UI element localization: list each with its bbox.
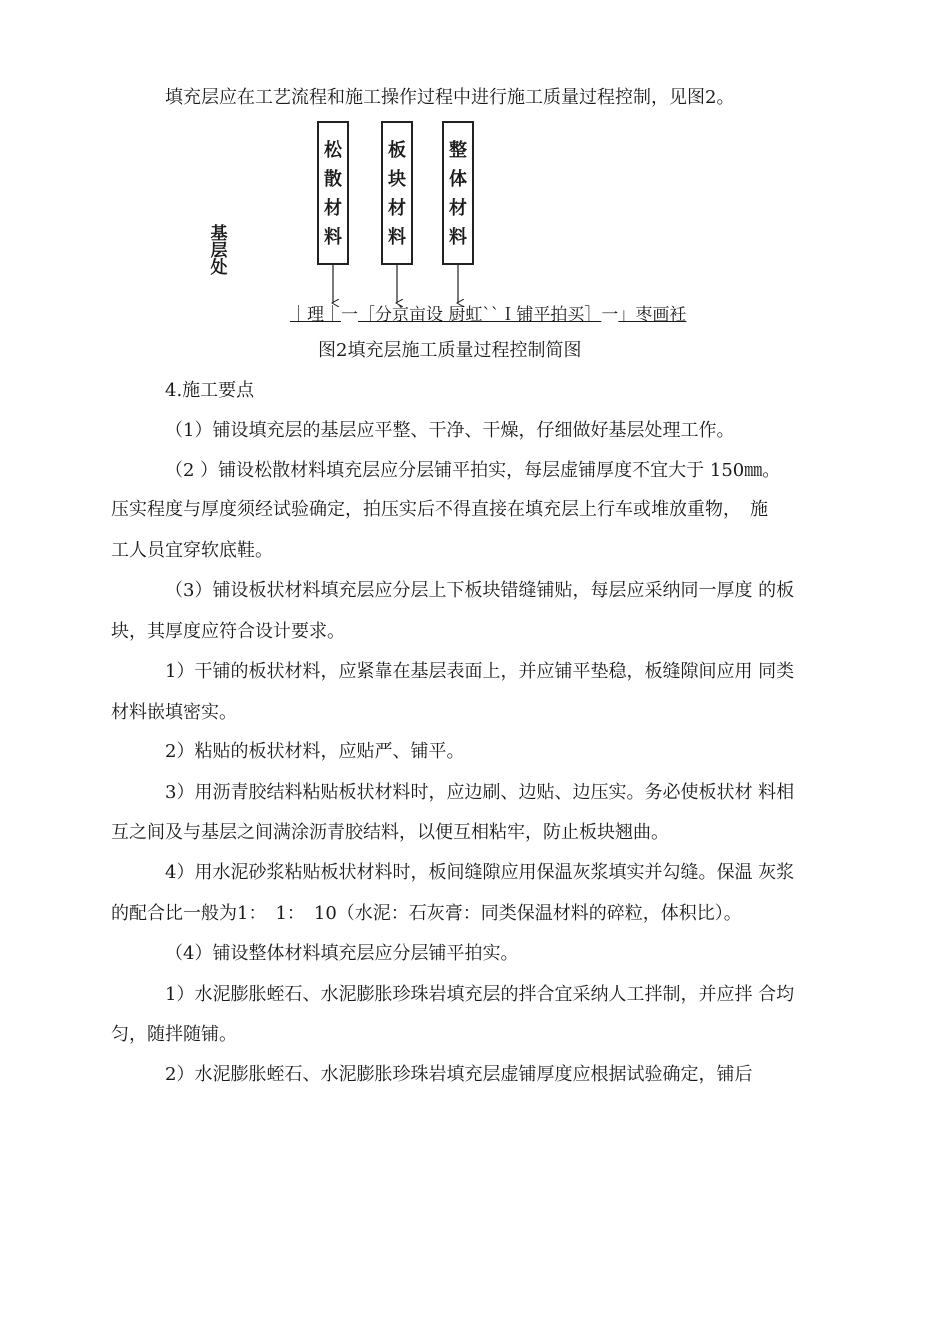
- box-label-monolithic: 整体材料: [449, 140, 467, 248]
- side-label-base-layer: 基层处: [210, 224, 228, 278]
- paragraph-line: 工人员宜穿软底鞋。: [111, 540, 273, 561]
- flow-step-1: ｜理｜: [290, 305, 341, 325]
- intro-paragraph: 填充层应在工艺流程和施工操作过程中进行施工质量过程控制，见图2。: [165, 87, 735, 108]
- paragraph-line: 3）用沥青胶结料粘贴板状材料时，应边刷、边贴、边压实。务必使板状材 料相: [165, 782, 795, 803]
- paragraph-line: （1）铺设填充层的基层应平整、干净、干燥，仔细做好基层处理工作。: [165, 420, 735, 441]
- paragraph-line: 匀，随拌随铺。: [111, 1024, 237, 1045]
- flow-dash-1: 一: [341, 305, 358, 325]
- paragraph-line: （2 ）铺设松散材料填充层应分层铺平拍实，每层虚铺厚度不宜大于 150㎜。: [165, 460, 781, 481]
- paragraph-line: （4）铺设整体材料填充层应分层铺平拍实。: [165, 943, 519, 964]
- figure-2-diagram: [0, 0, 950, 340]
- paragraph-line: 2）水泥膨胀蛭石、水泥膨胀珍珠岩填充层虚铺厚度应根据试验确定，铺后: [165, 1064, 753, 1085]
- flow-step-2: ［分京亩设 厨虹``Ｉ铺平拍买］: [358, 305, 602, 325]
- paragraph-line: 2）粘贴的板状材料，应贴严、铺平。: [165, 741, 465, 762]
- figure-caption: 图2填充层施工质量过程控制简图: [318, 340, 582, 361]
- flow-row: [290, 305, 686, 325]
- section-heading: 4.施工要点: [165, 380, 255, 401]
- paragraph-line: 材料嵌填密实。: [111, 702, 237, 723]
- flow-step-3: 」枣画衽: [618, 305, 687, 325]
- paragraph-line: 压实程度与厚度须经试验确定，拍压实后不得直接在填充层上行车或堆放重物， 施: [111, 499, 768, 520]
- paragraph-line: 互之间及与基层之间满涂沥青胶结料，以便互相粘牢，防止板块翘曲。: [111, 822, 669, 843]
- diagram-lines: [0, 0, 950, 340]
- paragraph-line: 1）干铺的板状材料，应紧靠在基层表面上，并应铺平垫稳，板缝隙间应用 同类: [165, 661, 795, 682]
- box-label-board: 板块材料: [388, 140, 406, 248]
- paragraph-line: 4）用水泥砂浆粘贴板状材料时，板间缝隙应用保温灰浆填实并勾缝。保温 灰浆: [165, 862, 795, 883]
- paragraph-line: 1）水泥膨胀蛭石、水泥膨胀珍珠岩填充层的拌合宜采纳人工拌制，并应拌 合均: [165, 984, 795, 1005]
- paragraph-line: （3）铺设板状材料填充层应分层上下板块错缝铺贴，每层应采纳同一厚度 的板: [165, 580, 795, 601]
- paragraph-line: 块，其厚度应符合设计要求。: [111, 621, 345, 642]
- paragraph-line: 的配合比一般为1： 1： 10（水泥：石灰膏：同类保温材料的碎粒，体积比）。: [111, 903, 742, 924]
- box-label-loose: 松散材料: [324, 140, 342, 248]
- flow-dash-2: 一: [601, 305, 619, 325]
